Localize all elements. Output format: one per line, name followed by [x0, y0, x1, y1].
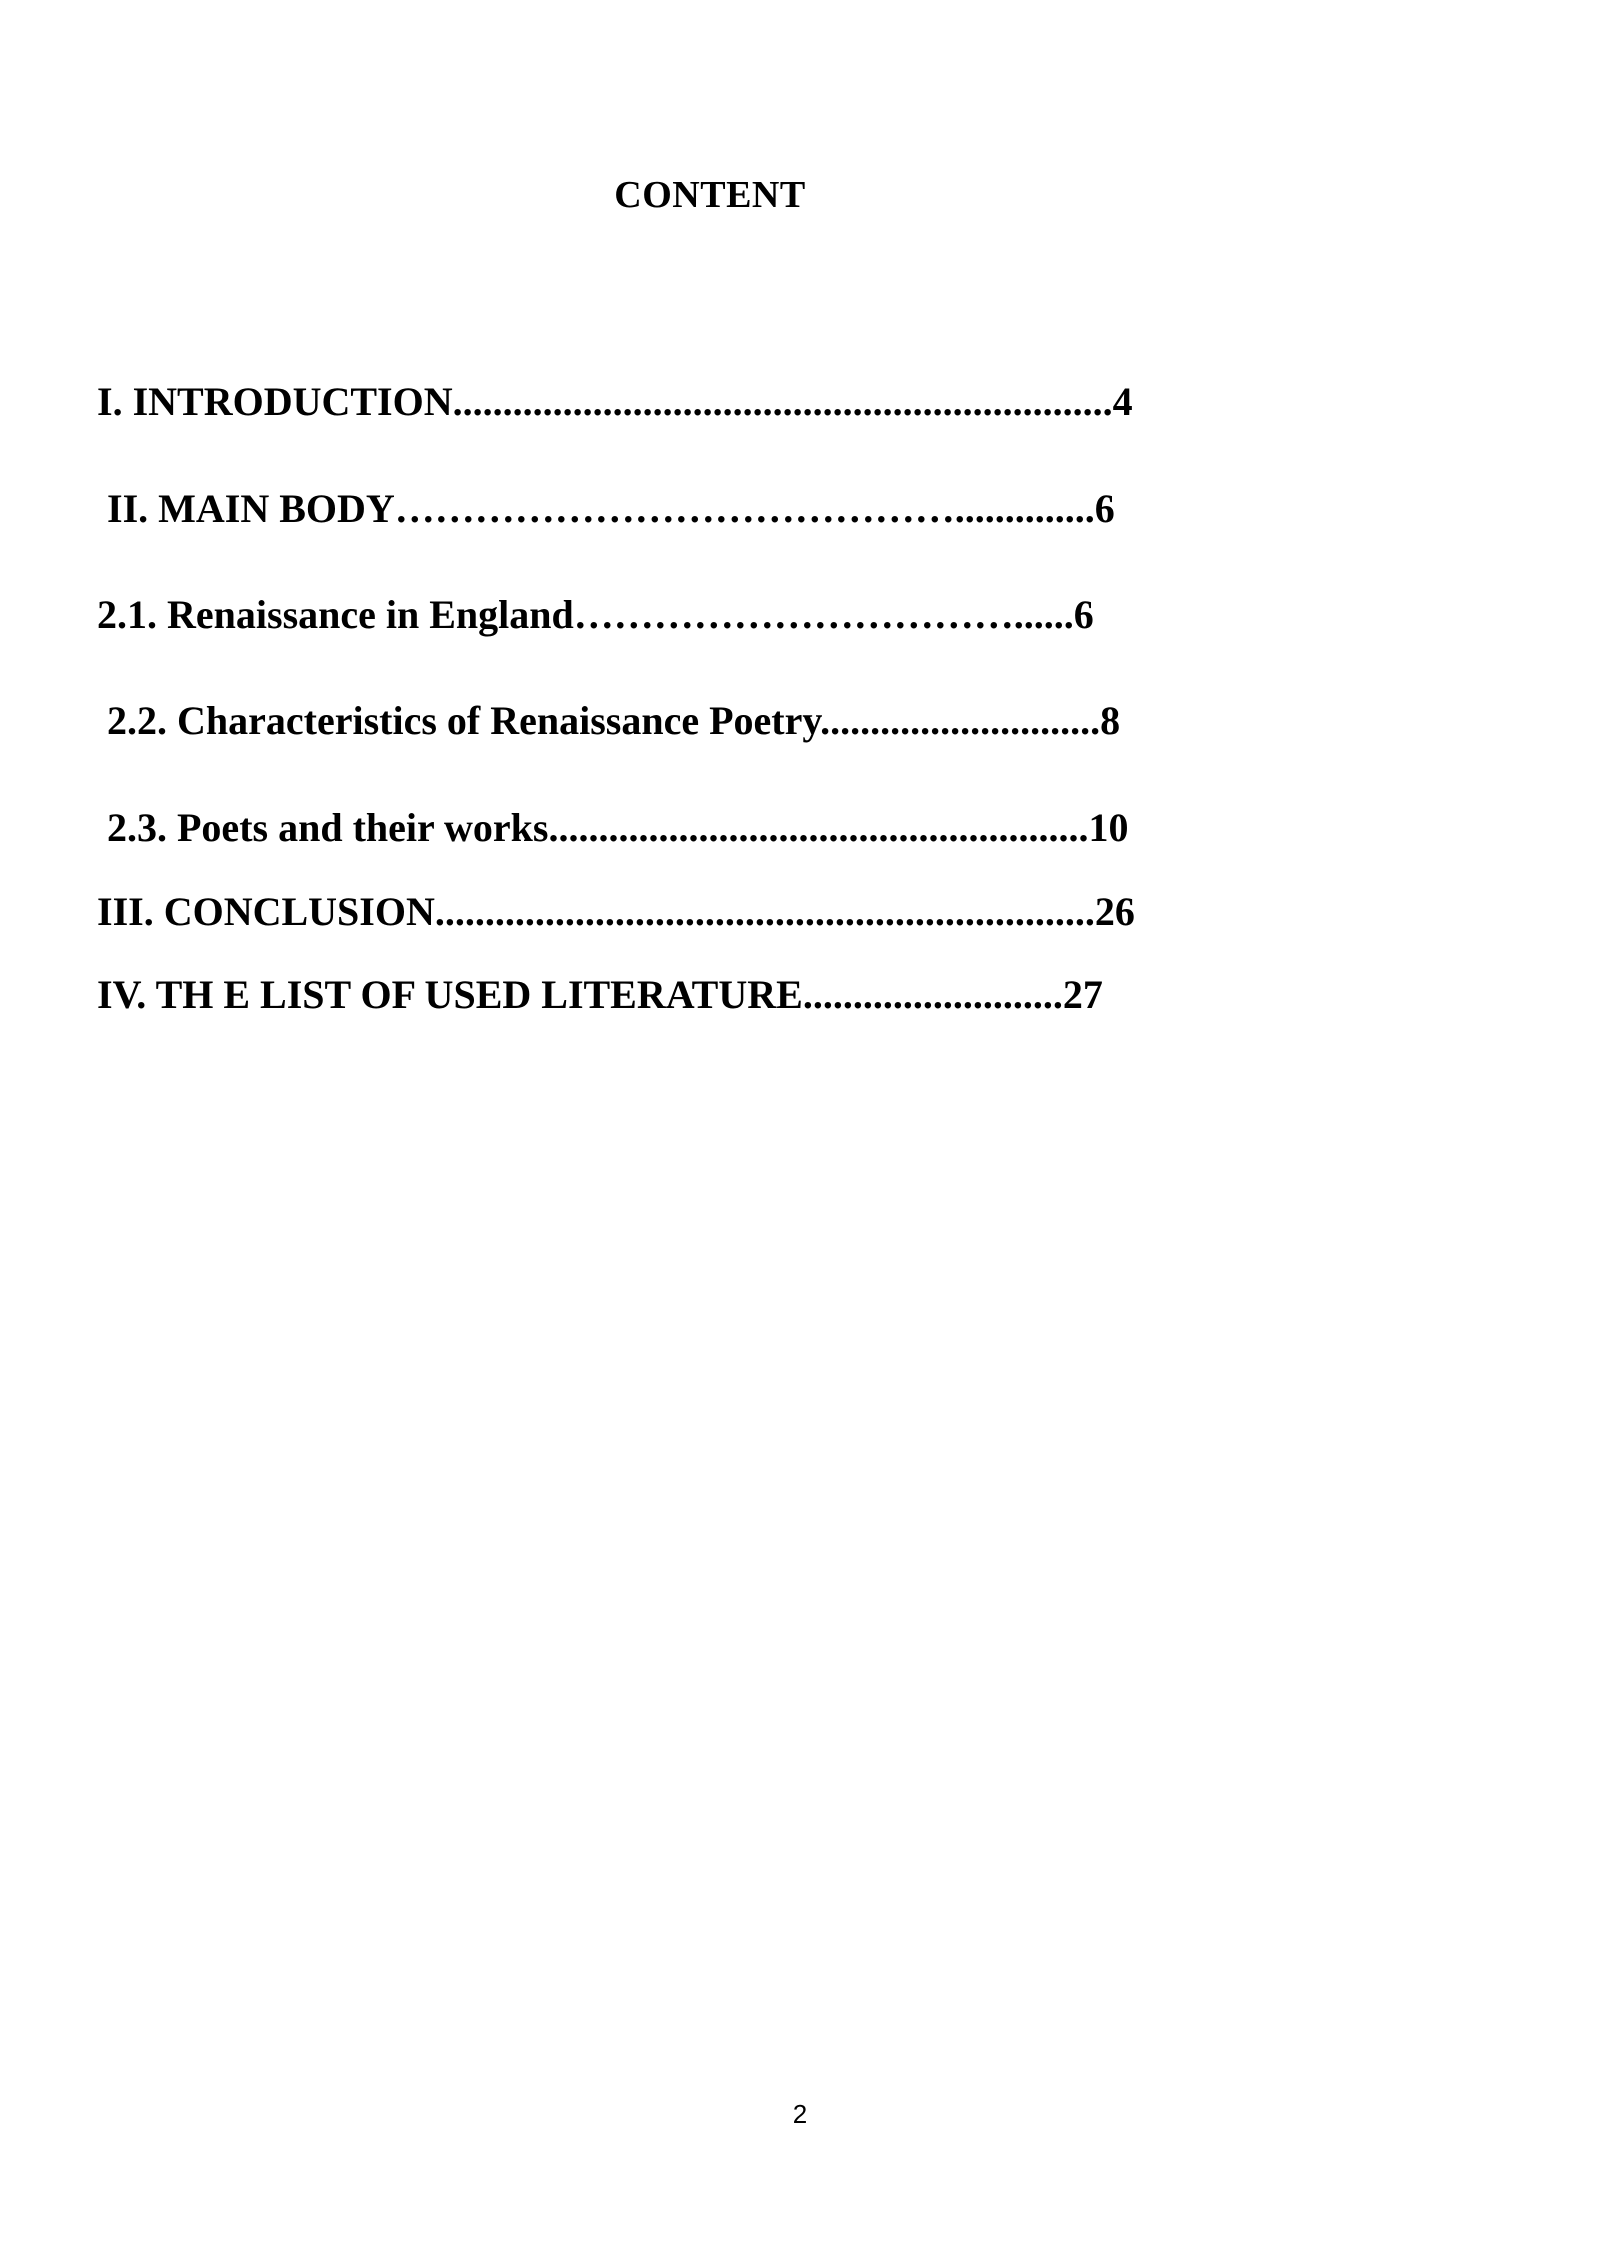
- toc-entry-leader: ……………………………......: [573, 592, 1074, 637]
- toc-entry-page: 27: [1062, 972, 1103, 1017]
- toc-entry-label: IV. TH E LIST OF USED LITERATURE: [97, 972, 803, 1017]
- toc-entry-page: 8: [1100, 698, 1121, 743]
- page-number: 2: [792, 2099, 808, 2129]
- page-title: CONTENT: [614, 174, 806, 216]
- toc-entry-poets-and-works: [97, 804, 1128, 852]
- toc-entry-leader: ..................................................................: [434, 889, 1095, 934]
- toc-entry-characteristics: [97, 697, 1120, 745]
- toc-entry-label: 2.2. Characteristics of Renaissance Poetry: [97, 698, 821, 743]
- toc-entry-label: 2.1. Renaissance in England: [97, 592, 574, 637]
- toc-entry-label: 2.3. Poets and their works: [97, 805, 549, 850]
- toc-entry-leader: ......................................................: [548, 805, 1089, 850]
- toc-entry-introduction: [97, 378, 1133, 426]
- toc-entry-conclusion: [97, 888, 1135, 936]
- toc-entry-leader: ............................: [820, 698, 1101, 743]
- toc-entry-label: II. MAIN BODY: [97, 486, 395, 531]
- toc-entry-page: 6: [1073, 592, 1094, 637]
- toc-entry-leader: ……………………………………..............: [394, 486, 1095, 531]
- toc-entry-page: 4: [1112, 379, 1133, 424]
- toc-entry-label: I. INTRODUCTION: [97, 379, 453, 424]
- toc-entry-page: 26: [1094, 889, 1135, 934]
- toc-entry-label: III. CONCLUSION: [97, 889, 435, 934]
- toc-entry-leader: ..................................................................: [452, 379, 1113, 424]
- toc-entry-page: 10: [1088, 805, 1129, 850]
- toc-entry-page: 6: [1094, 486, 1115, 531]
- toc-entry-used-literature: [97, 971, 1103, 1019]
- toc-entry-renaissance-in-england: [97, 591, 1094, 639]
- toc-entry-main-body: [97, 485, 1115, 533]
- toc-entry-leader: ..........................: [802, 972, 1063, 1017]
